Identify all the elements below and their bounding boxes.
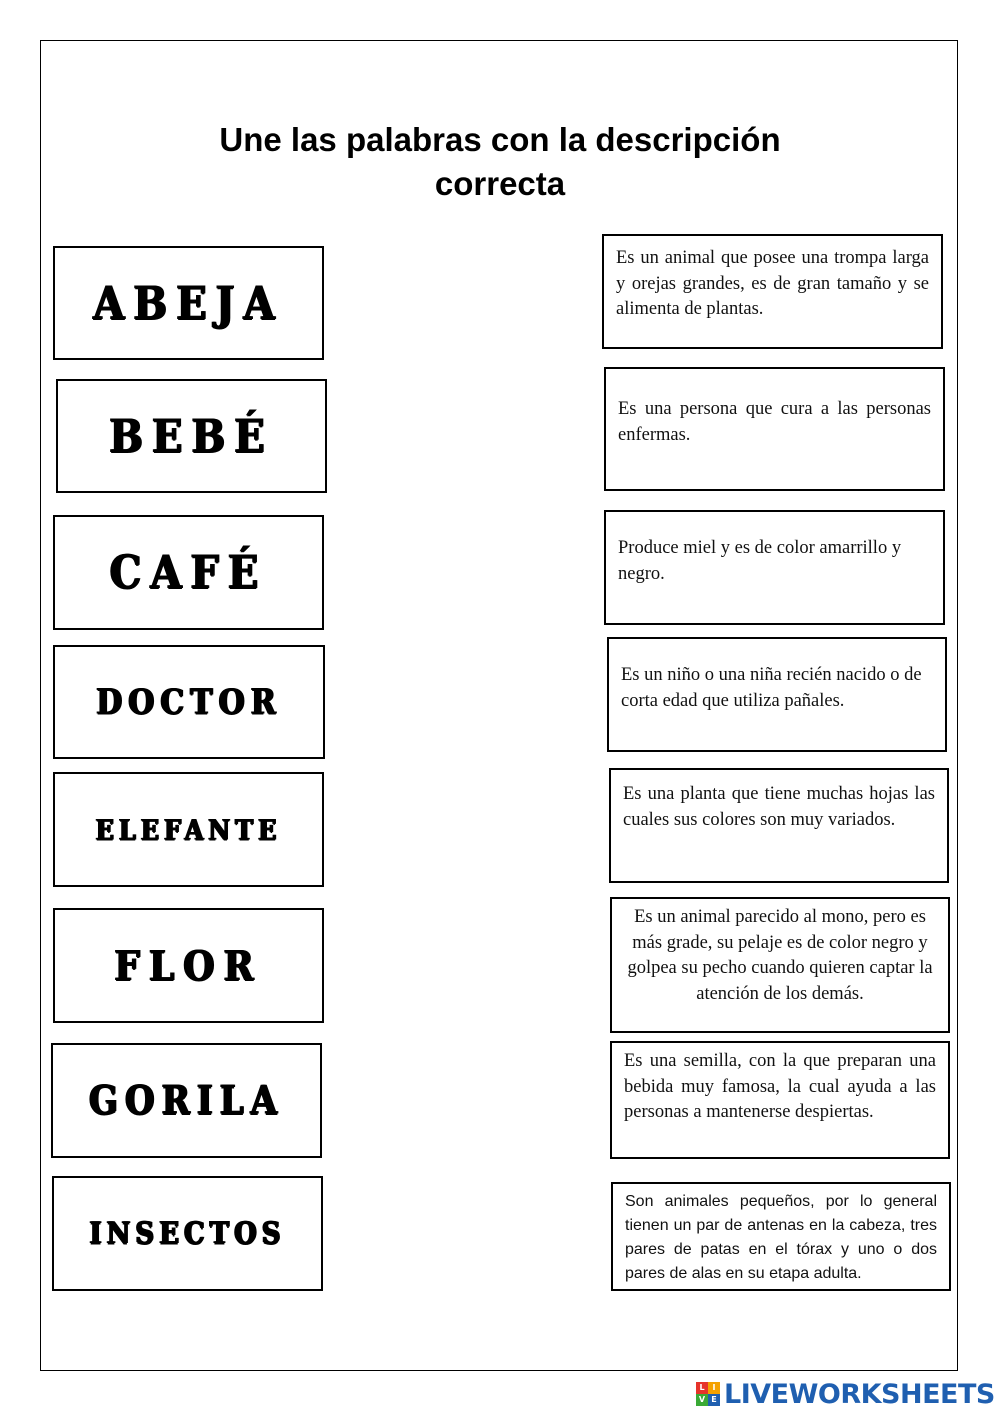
word-box-abeja[interactable] [53,246,324,360]
description-box-insects[interactable] [611,1182,951,1291]
description-text: Es una semilla, con la que preparan una bebida muy famosa, la cual ayuda a las personas a mantenerse despiertas. [624,1051,936,1122]
description-text: Es una planta que tiene muchas hojas las cuales sus colores son muy variados. [623,784,935,830]
description-text: Es una persona que cura a las personas enfermas. [618,399,931,445]
description-text: Es un animal que posee una trompa larga y orejas grandes, es de gran tamaño y se alimenta de plantas. [616,248,929,319]
word-box-bebe[interactable] [56,379,327,493]
description-box-doctor[interactable] [604,367,945,491]
word-box-cafe[interactable] [53,515,324,630]
word-box-insectos[interactable] [52,1176,323,1291]
word-box-doctor[interactable] [53,645,325,759]
description-box-flower[interactable] [609,768,949,883]
word-box-elefante[interactable] [53,772,324,887]
word-box-gorila[interactable] [51,1043,322,1158]
description-box-bee[interactable] [604,510,945,625]
liveworksheets-logo-icon: L I V E [696,1382,720,1406]
word-label: BEBÉ [109,408,274,464]
word-label: GORILA [88,1077,285,1124]
description-box-gorilla[interactable] [610,897,950,1033]
description-text: Son animales pequeños, por lo general tienen un par de antenas en la cabeza, tres pares de patas en el tórax y uno o dos pares de alas en su etapa adulta. [625,1193,937,1282]
description-box-baby[interactable] [607,637,947,752]
description-box-coffee[interactable] [610,1041,950,1159]
description-text: Es un niño o una niña recién nacido o de corta edad que utiliza pañales. [621,665,922,711]
liveworksheets-logo[interactable] [696,1376,995,1412]
word-label: ABEJA [93,275,284,331]
word-label: CAFÉ [109,545,268,600]
liveworksheets-logo-text: LIVEWORKSHEETS [724,1378,995,1410]
description-text: Es un animal parecido al mono, pero es más grade, su pelaje es de color negro y golpea su pecho cuando quieren captar la atención de los demás. [627,907,933,1004]
description-text: Produce miel y es de color amarrillo y negro. [618,538,902,584]
description-box-elephant[interactable] [602,234,943,349]
word-box-flor[interactable] [53,908,324,1023]
word-label: INSECTOS [89,1216,286,1251]
word-label: DOCTOR [96,681,282,723]
worksheet-title: Une las palabras con la descripción correcta [219,121,781,202]
word-label: FLOR [114,941,263,990]
word-label: ELEFANTE [95,812,282,847]
